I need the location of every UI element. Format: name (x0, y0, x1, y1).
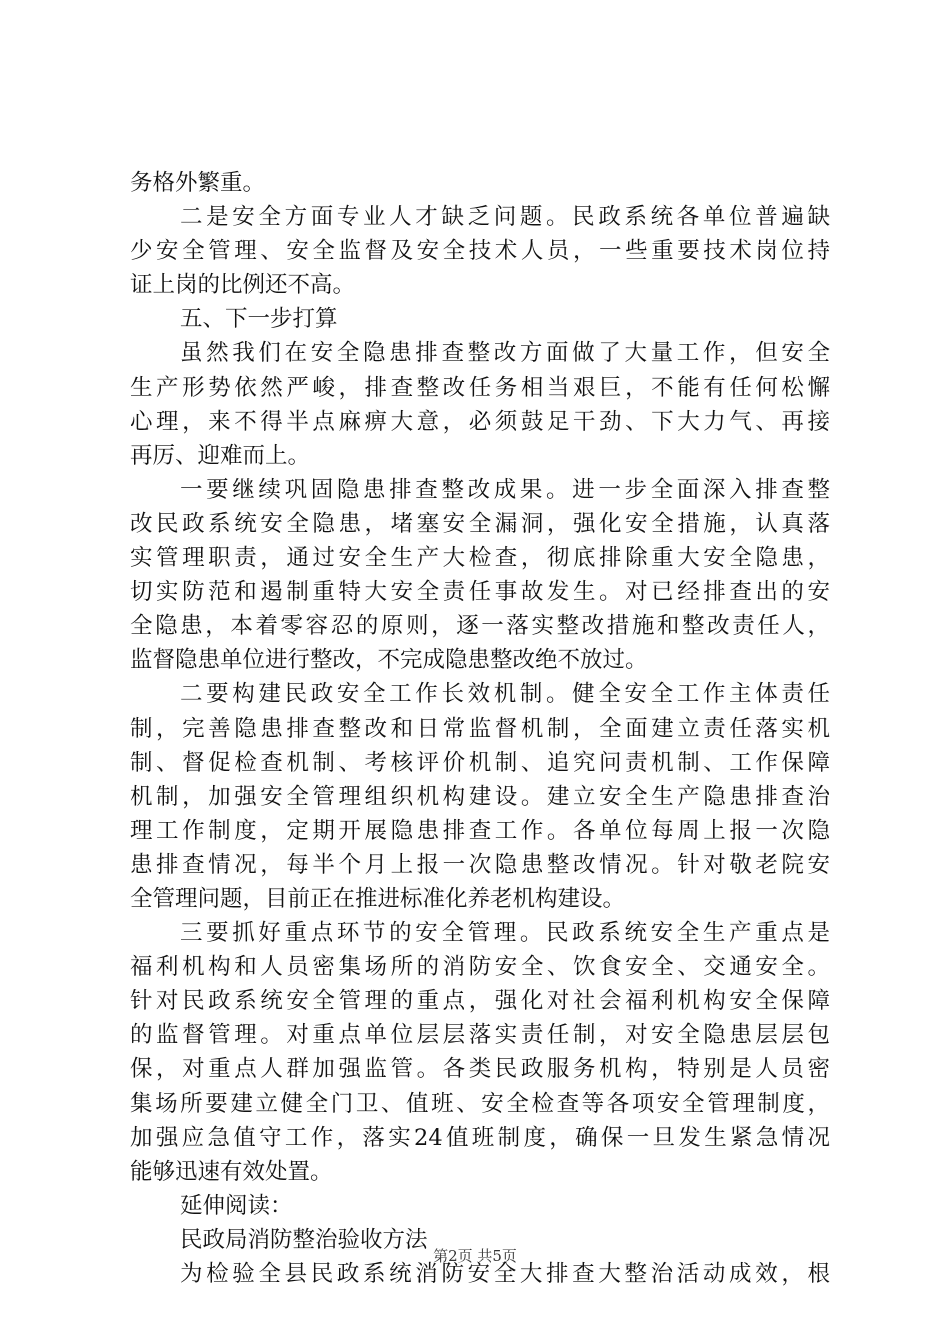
text-line: 制、督促检查机制、考核评价机制、追究问责机制、工作保障 (130, 749, 830, 776)
section-heading: 五、下一步打算 (180, 306, 338, 333)
text-line: 虽然我们在安全隐患排查整改方面做了大量工作，但安全 (180, 340, 830, 367)
text-line: 再厉、迎难而上。 (130, 442, 311, 469)
text-line: 能够迅速有效处置。 (130, 1158, 333, 1185)
text-line: 三要抓好重点环节的安全管理。民政系统安全生产重点是 (180, 920, 830, 947)
text-line: 集场所要建立健全门卫、值班、安全检查等各项安全管理制度， (130, 1090, 830, 1117)
page-footer (0, 1245, 950, 1266)
text-line: 全隐患，本着零容忍的原则，逐一落实整改措施和整改责任人， (130, 613, 830, 640)
text-line: 心理，来不得半点麻痹大意，必须鼓足干劲、下大力气、再接 (130, 408, 830, 435)
text-line: 加强应急值守工作，落实24值班制度，确保一旦发生紧急情况 (130, 1124, 830, 1151)
text-line: 福利机构和人员密集场所的消防安全、饮食安全、交通安全。 (130, 954, 830, 981)
text-line: 生产形势依然严峻，排查整改任务相当艰巨，不能有任何松懈 (130, 374, 830, 401)
text-line: 切实防范和遏制重特大安全责任事故发生。对已经排查出的安 (130, 579, 830, 606)
text-line: 理工作制度，定期开展隐患排查工作。各单位每周上报一次隐 (130, 817, 830, 844)
text-line: 为检验全县民政系统消防安全大排查大整治活动成效，根 (180, 1261, 830, 1287)
text-line: 少安全管理、安全监督及安全技术人员，一些重要技术岗位持 (130, 238, 830, 265)
text-line: 针对民政系统安全管理的重点，强化对社会福利机构安全保障 (130, 988, 830, 1015)
text-line: 一要继续巩固隐患排查整改成果。进一步全面深入排查整 (180, 476, 830, 503)
section-heading: 延伸阅读： (180, 1192, 293, 1219)
text-line: 保，对重点人群加强监管。各类民政服务机构，特别是人员密 (130, 1056, 830, 1083)
text-line: 的监督管理。对重点单位层层落实责任制，对安全隐患层层包 (130, 1022, 830, 1049)
text-line: 证上岗的比例还不高。 (130, 272, 356, 299)
text-line: 机制，加强安全管理组织机构建设。建立安全生产隐患排查治 (130, 783, 830, 810)
text-line: 务格外繁重。 (130, 170, 266, 196)
text-line: 实管理职责，通过安全生产大检查，彻底排除重大安全隐患， (130, 545, 830, 572)
text-line: 全管理问题，目前正在推进标准化养老机构建设。 (130, 885, 626, 912)
text-line: 监督隐患单位进行整改，不完成隐患整改绝不放过。 (130, 647, 648, 674)
text-line: 患排查情况，每半个月上报一次隐患整改情况。针对敬老院安 (130, 851, 830, 878)
page-number-label: 第2页 共5页 (433, 1247, 517, 1265)
text-line: 二要构建民政安全工作长效机制。健全安全工作主体责任 (180, 681, 830, 708)
text-line: 二是安全方面专业人才缺乏问题。民政系统各单位普遍缺 (180, 204, 830, 231)
text-line: 改民政系统安全隐患，堵塞安全漏洞，强化安全措施，认真落 (130, 510, 830, 537)
text-line: 制，完善隐患排查整改和日常监督机制，全面建立责任落实机 (130, 715, 830, 742)
section-heading: 民政局消防整治验收方法 (180, 1226, 428, 1253)
body-text (130, 166, 830, 1291)
